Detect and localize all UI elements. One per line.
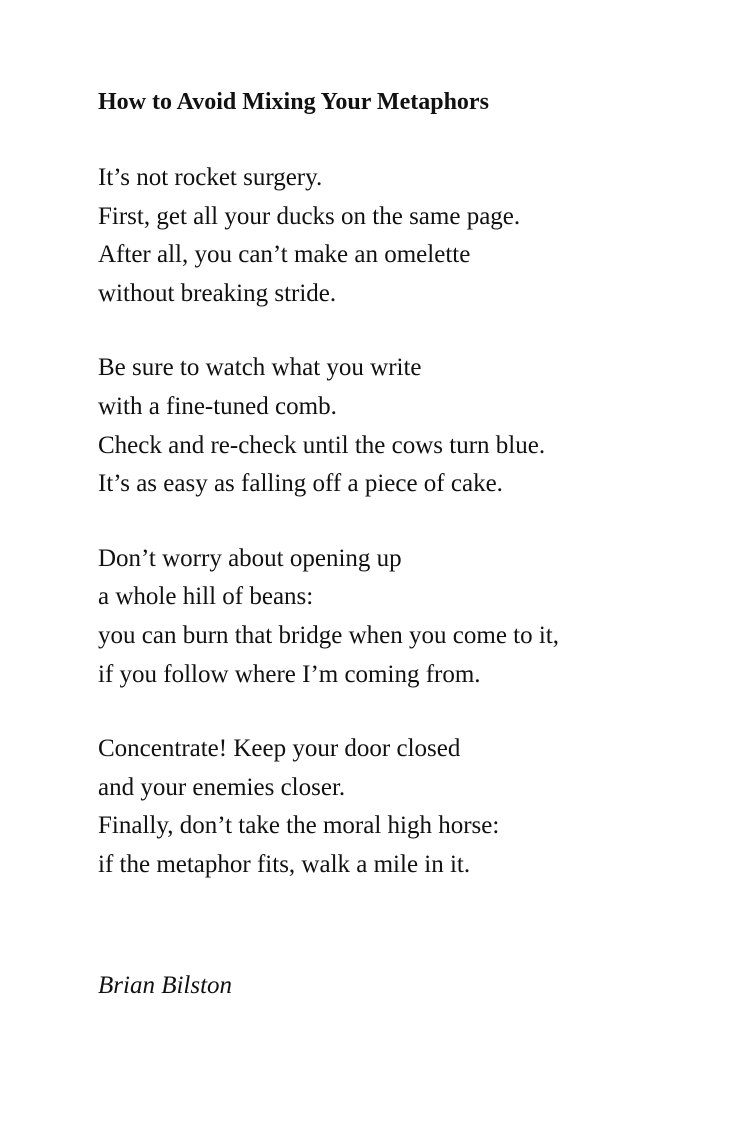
poem-line: Don’t worry about opening up <box>98 544 402 572</box>
poem-page <box>98 84 718 921</box>
poem-line: Check and re-check until the cows turn blue. <box>98 431 546 459</box>
poem-line: It’s as easy as falling off a piece of cake. <box>98 470 503 498</box>
poem-line: with a fine-tuned comb. <box>98 392 337 420</box>
poem-line: and your enemies closer. <box>98 773 346 801</box>
stanza-2 <box>98 349 718 503</box>
poem-line: First, get all your ducks on the same page. <box>98 202 521 230</box>
poem-line: you can burn that bridge when you come to it, <box>98 621 559 649</box>
poem-author: Brian Bilston <box>98 972 233 999</box>
poem-line: Be sure to watch what you write <box>98 354 422 382</box>
poem-line: After all, you can’t make an omelette <box>98 241 471 269</box>
poem-line: if the metaphor fits, walk a mile in it. <box>98 850 471 878</box>
poem-line: It’s not rocket surgery. <box>98 164 323 191</box>
stanza-4 <box>98 730 718 884</box>
poem-line: without breaking stride. <box>98 279 337 307</box>
stanza-3 <box>98 540 718 694</box>
poem-line: Finally, don’t take the moral high horse: <box>98 812 500 840</box>
poem-title: How to Avoid Mixing Your Metaphors <box>98 89 489 115</box>
stanza-1 <box>98 159 718 313</box>
poem-line: a whole hill of beans: <box>98 583 314 611</box>
poem-line: Concentrate! Keep your door closed <box>98 735 461 763</box>
poem-line: if you follow where I’m coming from. <box>98 660 481 688</box>
